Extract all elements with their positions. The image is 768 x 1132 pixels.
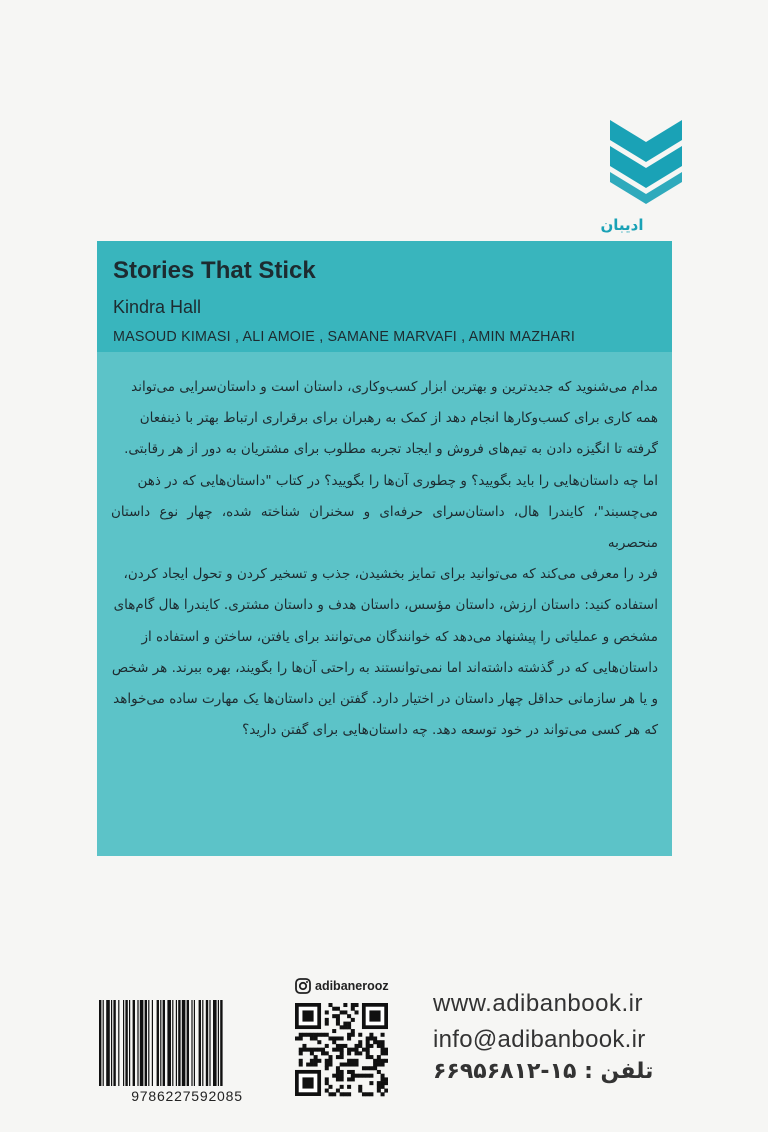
website-link[interactable]: www.adibanbook.ir: [433, 990, 643, 1017]
instagram-icon: [295, 978, 311, 994]
description-line: اما چه داستان‌هایی را باید بگویید؟ و چطوری آن‌ها را بگویید؟ در کتاب "داستان‌هایی که در ذهن: [137, 472, 658, 489]
title-band: [97, 241, 672, 352]
description-line: مدام می‌شنوید که جدیدترین و بهترین ابزار کسب‌وکاری، داستان است و داستان‌سرایی می‌تواند: [131, 379, 658, 395]
book-title: Stories That Stick: [113, 257, 316, 284]
phone-number: تلفن : ۱۵-۶۶۹۵۶۸۱۲: [433, 1059, 654, 1084]
description-line: گرفته تا انگیزه دادن به تیم‌های فروش و ایجاد تجربه مطلوب برای مشتریان به دور از هر رقابتی.: [124, 441, 658, 458]
isbn-number: 9786227592085: [131, 1088, 243, 1104]
description-line: همه کاری برای کسب‌وکارها انجام دهد از کمک به رهبران برای برقراری ارتباط بهتر با ذینفعان: [139, 410, 658, 427]
description-line: داستان‌هایی که در گذشته داشته‌اند اما نمی‌توانستند به راحتی آن‌ها را بگویند، بهره ببرند. هر شخص: [111, 659, 658, 676]
book-translators: MASOUD KIMASI , ALI AMOIE , SAMANE MARVAFI , AMIN MAZHARI: [113, 329, 576, 345]
description-line: مشخص و عملیاتی را پیشنهاد می‌دهد که خوانندگان می‌توانند برای یافتن، ساختن و استفاده از: [141, 628, 658, 645]
description-line: استفاده کنید: داستان ارزش، داستان مؤسس، داستان هدف و داستان مشتری. کایندرا هال گام‌های: [113, 597, 658, 614]
open-book-chevron-icon: [600, 116, 692, 206]
book-author: Kindra Hall: [113, 297, 202, 317]
description-line: فرد را معرفی می‌کند که می‌توانید برای تمایز بخشیدن، جذب و تسخیر کردن و تحول ایجاد کردن،: [123, 566, 658, 583]
description-line: که هر کسی می‌تواند در خود توسعه دهد. چه داستان‌هایی برای گفتن دارید؟: [242, 722, 658, 739]
publisher-name: ادیبان: [600, 216, 644, 234]
email-link[interactable]: info@adibanbook.ir: [433, 1026, 646, 1053]
description-line: و یا هر سازمانی حداقل چهار داستان در اختیار دارد. گفتن این داستان‌ها یک مهارت ساده می‌خواهد: [113, 691, 658, 708]
instagram-handle[interactable]: [295, 975, 389, 997]
instagram-handle-text: adibanerooz: [315, 979, 389, 993]
isbn-barcode: [97, 1000, 277, 1104]
description-line: می‌چسبند"، کایندرا هال، داستان‌سرای حرفه‌ای و سخنران شناخته شده، چهار نوع داستان منحصربه: [111, 503, 658, 552]
book-description: [111, 372, 658, 746]
synopsis-panel: [97, 241, 672, 856]
qr-code[interactable]: [295, 1003, 388, 1103]
contact-info: [433, 990, 683, 1084]
barcode-bars: [97, 1000, 277, 1086]
